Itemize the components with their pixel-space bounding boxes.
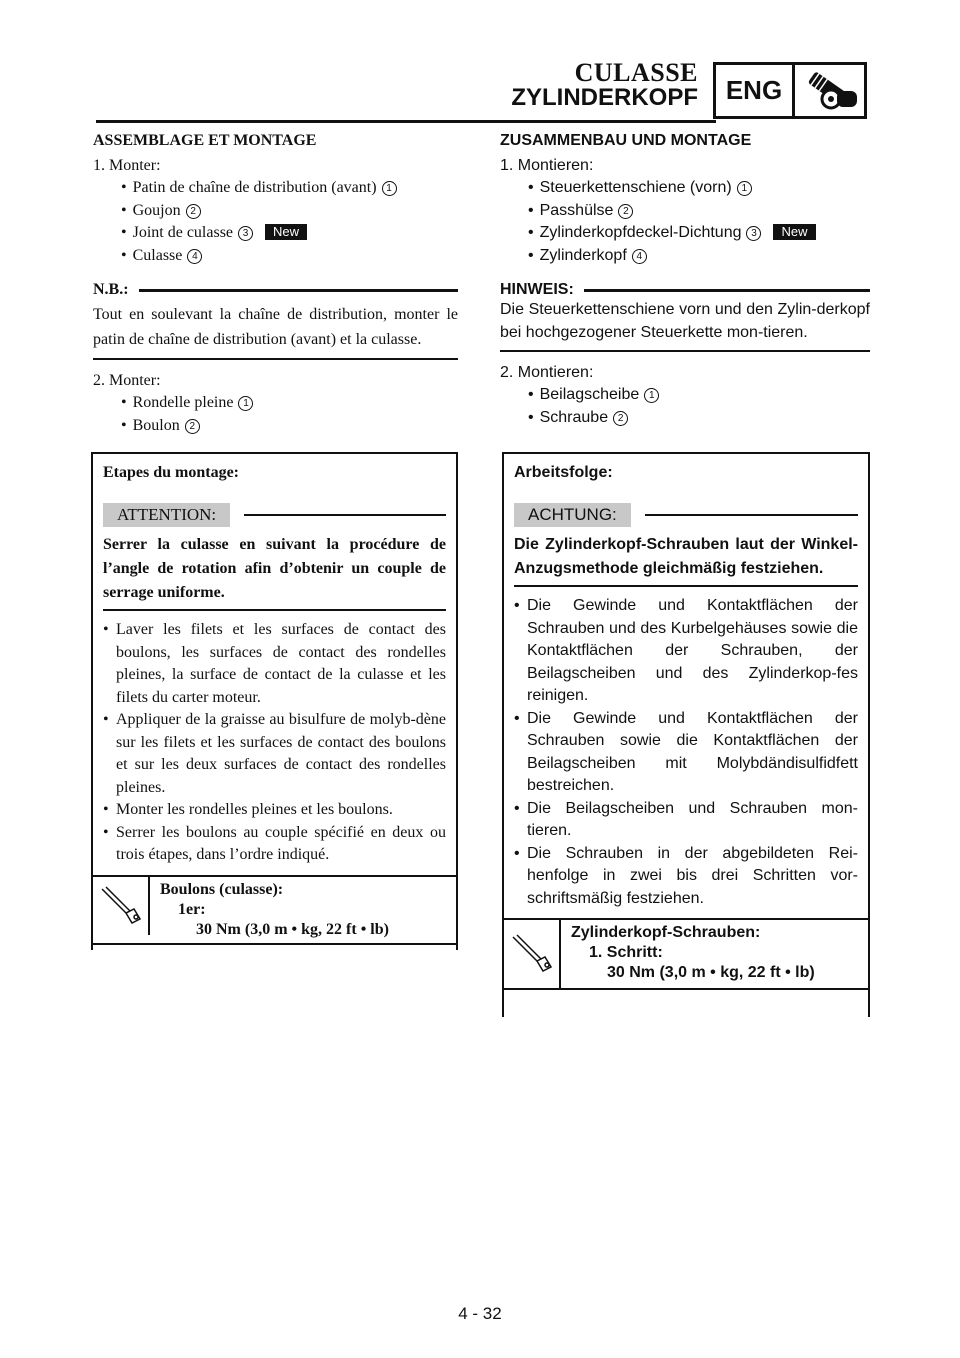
new-part-badge: New <box>773 224 815 240</box>
column-fr <box>93 130 458 437</box>
new-part-badge: New <box>265 224 307 240</box>
engine-wrench-icon <box>795 65 864 116</box>
torque-text-de: Zylinderkopf-Schrauben: 1. Schritt: 30 Nm (3,0 m • kg, 22 ft • lb) <box>571 924 815 981</box>
list-item: • Goujon 2 <box>93 200 458 223</box>
attention-label: ACHTUNG: <box>514 503 631 528</box>
section-title-fr: CULASSE <box>574 58 698 87</box>
list-item: • Patin de chaîne de distribution (avant) 1 <box>93 177 458 200</box>
step2-label-fr: 2. Monter: <box>93 371 161 389</box>
note-label: HINWEIS: <box>500 281 574 298</box>
procedure-title-de: Arbeitsfolge: <box>514 464 613 481</box>
section-title-de: ZYLINDERKOPF <box>511 84 698 111</box>
list-item: • Joint de culasse 3 New <box>93 222 458 245</box>
procedure-list-de <box>514 595 858 910</box>
list-item: • Appliquer de la graisse au bisulfure de molyb-dène sur les filets et les surfaces de contact des boulons et sur les deux surfaces de contact des rondelles pleines. <box>103 709 446 799</box>
procedure-list-fr <box>103 619 446 867</box>
list-item: • Zylinderkopfdeckel-Dichtung 3 New <box>500 222 870 245</box>
note-header-fr <box>93 279 458 302</box>
attention-label: ATTENTION: <box>103 503 230 528</box>
note-text-de: Die Steuerkettenschiene vorn und den Zylin-derkopf bei hochgezogener Steuerkette mon-tieren. <box>500 298 870 352</box>
procedure-box-de <box>502 452 870 1017</box>
attention-text-fr: Serrer la culasse en suivant la procédure de l’angle de rotation afin d’obtenir un couple de serrage uniforme. <box>103 533 446 611</box>
list-item: • Zylinderkopf 4 <box>500 245 870 268</box>
note-label: N.B.: <box>93 281 129 298</box>
list-item: • Laver les filets et les surfaces de contact des boulons, les surfaces de contact des rondelles pleines, la surface de contact de la culasse et les filets du carter moteur. <box>103 619 446 709</box>
attention-header-de <box>514 503 858 528</box>
list-item: • Passhülse 2 <box>500 200 870 223</box>
section-badge <box>713 62 867 119</box>
heading-de: ZUSAMMENBAU UND MONTAGE <box>500 132 752 149</box>
list-item: • Boulon 2 <box>93 415 458 438</box>
note-text-fr: Tout en soulevant la chaîne de distribution, monter le patin de chaîne de distribution (avant) et la culasse. <box>93 302 458 360</box>
list-item: • Die Gewinde und Kontaktflächen der Schrauben sowie die Kontaktflächen der Beilagscheiben mit Molybdändisulfidfett bestreichen. <box>514 708 858 798</box>
torque-spec-fr <box>93 875 456 945</box>
column-de <box>500 130 870 429</box>
procedure-title-fr: Etapes du montage: <box>103 464 240 481</box>
list-item: • Die Gewinde und Kontaktflächen der Schrauben und des Kurbelgehäuses sowie die Kontaktflächen der Schrauben, der Beilagscheiben und des Zylinderkop-fes reinigen. <box>514 595 858 708</box>
list-item: • Rondelle pleine 1 <box>93 392 458 415</box>
section-tag: ENG <box>716 65 795 116</box>
list-item: • Steuerkettenschiene (vorn) 1 <box>500 177 870 200</box>
torque-spec-de <box>504 918 868 990</box>
torque-wrench-icon <box>93 877 150 935</box>
list-item: • Beilagscheibe 1 <box>500 384 870 407</box>
list-item: • Culasse 4 <box>93 245 458 268</box>
heading-fr: ASSEMBLAGE ET MONTAGE <box>93 132 317 149</box>
list-item: • Die Beilagscheiben und Schrauben mon-tieren. <box>514 798 858 843</box>
torque-text-fr: Boulons (culasse): 1er: 30 Nm (3,0 m • kg, 22 ft • lb) <box>160 880 389 938</box>
step1-label-de: 1. Montieren: <box>500 156 594 174</box>
torque-wrench-icon <box>504 920 561 988</box>
attention-header-fr <box>103 503 446 528</box>
page-number: 4 - 32 <box>458 1304 502 1323</box>
attention-text-de: Die Zylinderkopf-Schrauben laut der Winkel-Anzugsmethode gleichmäßig festziehen. <box>514 533 858 587</box>
step1-label-fr: 1. Monter: <box>93 156 161 174</box>
procedure-box-fr <box>91 452 458 950</box>
list-item: • Monter les rondelles pleines et les boulons. <box>103 799 446 822</box>
list-item: • Serrer les boulons au couple spécifié en deux ou trois étapes, dans l’ordre indiqué. <box>103 822 446 867</box>
list-item: • Schraube 2 <box>500 407 870 430</box>
step2-label-de: 2. Montieren: <box>500 363 594 381</box>
list-item: • Die Schrauben in der abgebildeten Rei-henfolge in zwei bis drei Schritten vor-schriftsmäßig festziehen. <box>514 843 858 911</box>
header-rule <box>96 120 716 123</box>
